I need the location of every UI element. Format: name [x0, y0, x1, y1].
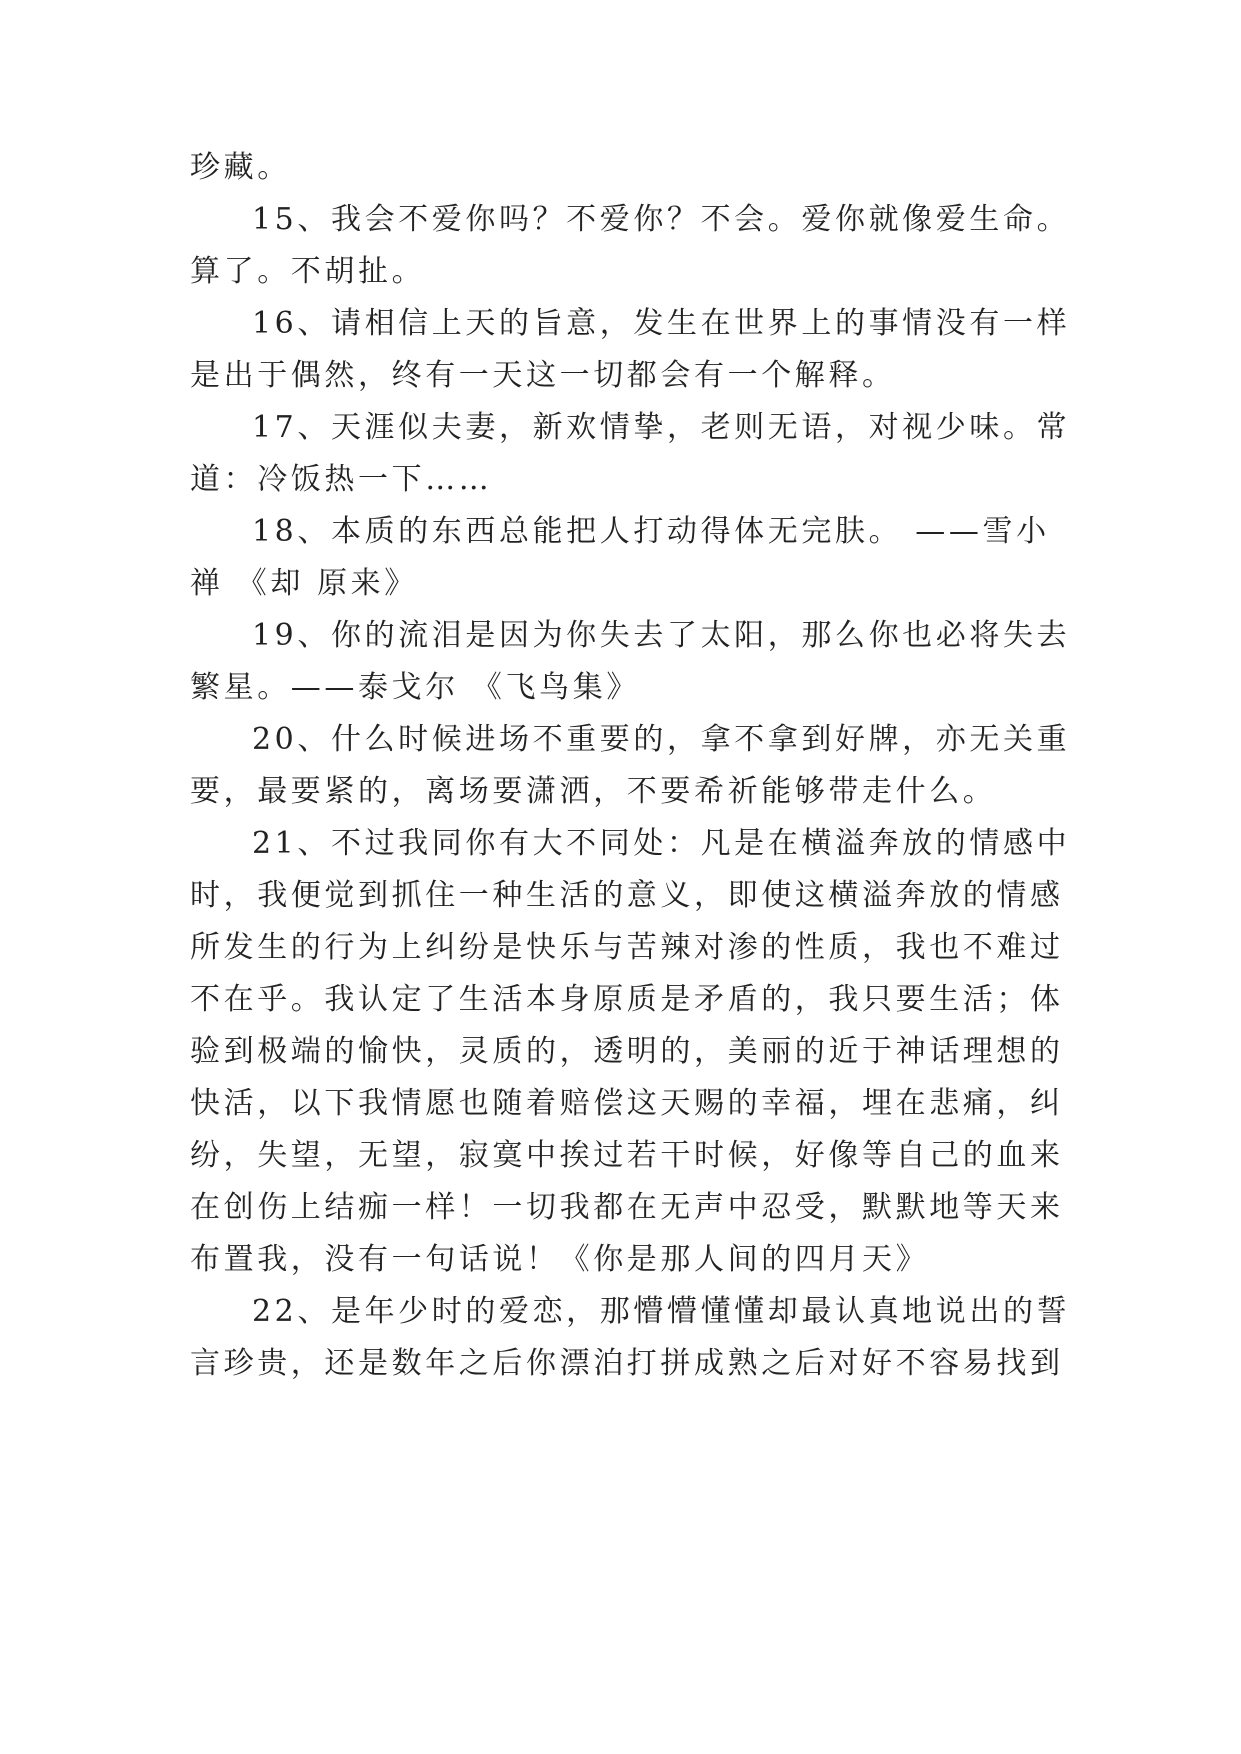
text-line: 20、什么时候进场不重要的，拿不拿到好牌，亦无关重	[252, 722, 1071, 757]
text-line: 快活，以下我情愿也随着赔偿这天赐的幸福，埋在悲痛，纠	[190, 1086, 1064, 1121]
text-line: 在创伤上结痂一样！一切我都在无声中忍受，默默地等天来	[190, 1190, 1064, 1225]
text-line: 15、我会不爱你吗？不爱你？不会。爱你就像爱生命。	[252, 202, 1071, 237]
text-line: 22、是年少时的爱恋，那懵懵懂懂却最认真地说出的誓	[252, 1294, 1071, 1329]
text-line: 17、天涯似夫妻，新欢情挚，老则无语，对视少味。常	[252, 410, 1071, 445]
text-line: 时，我便觉到抓住一种生活的意义，即使这横溢奔放的情感	[190, 878, 1064, 913]
text-line: 纷，失望，无望，寂寞中挨过若干时候，好像等自己的血来	[190, 1138, 1064, 1173]
text-line: 繁星。——泰戈尔 《飞鸟集》	[190, 670, 640, 705]
text-line: 珍藏。	[190, 150, 291, 185]
text-line: 要，最要紧的，离场要潇洒，不要希祈能够带走什么。	[190, 774, 997, 809]
text-line: 禅 《却 原来》	[190, 566, 418, 601]
text-line: 21、不过我同你有大不同处：凡是在横溢奔放的情感中	[252, 826, 1071, 861]
text-line: 言珍贵，还是数年之后你漂泊打拼成熟之后对好不容易找到	[190, 1346, 1064, 1381]
text-line: 不在乎。我认定了生活本身原质是矛盾的，我只要生活；体	[190, 982, 1064, 1017]
text-line: 是出于偶然，终有一天这一切都会有一个解释。	[190, 358, 896, 393]
text-line: 验到极端的愉快，灵质的，透明的，美丽的近于神话理想的	[190, 1034, 1064, 1069]
text-line: 18、本质的东西总能把人打动得体无完肤。 ——雪小	[252, 514, 1050, 549]
text-line: 布置我，没有一句话说！《你是那人间的四月天》	[190, 1242, 930, 1277]
text-line: 道：冷饭热一下……	[190, 462, 493, 497]
text-line: 算了。不胡扯。	[190, 254, 426, 289]
text-line: 16、请相信上天的旨意，发生在世界上的事情没有一样	[252, 306, 1071, 341]
text-line: 所发生的行为上纠纷是快乐与苦辣对渗的性质，我也不难过	[190, 930, 1064, 965]
text-line: 19、你的流泪是因为你失去了太阳，那么你也必将失去	[252, 618, 1071, 653]
